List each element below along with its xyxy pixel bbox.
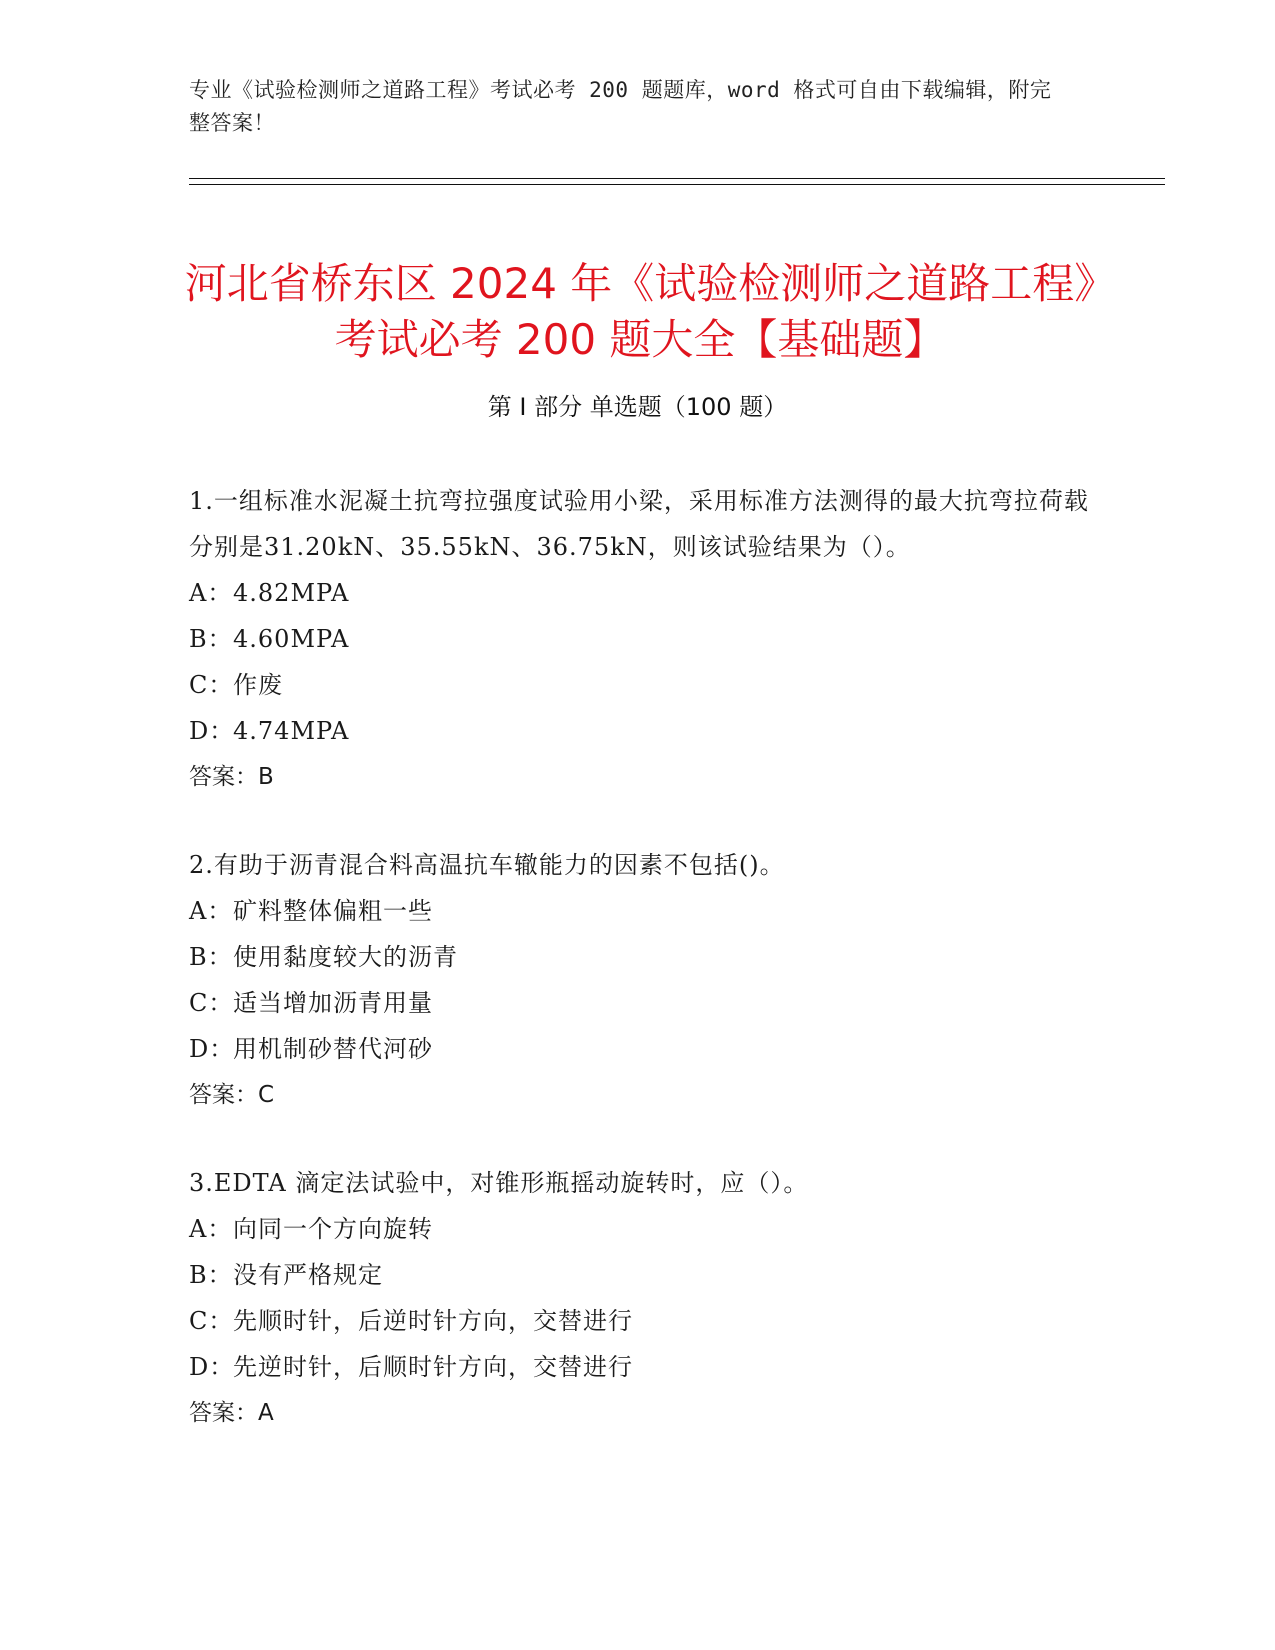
option-c [189,980,1089,1026]
option-c [189,1298,1089,1344]
option-text: 矿料整体偏粗一些 [233,897,433,925]
question-stem: 1.一组标准水泥凝土抗弯拉强度试验用小梁，采用标准方法测得的最大抗弯拉荷载分别是31.20kN、35.55kN、36.75kN，则该试验结果为（）。 [189,487,1089,561]
document-title: 河北省桥东区 2024 年《试验检测师之道路工程》考试必考 200 题大全【基础题】 [184,259,1096,365]
question-stem: 3.EDTA 滴定法试验中，对锥形瓶摇动旋转时，应（）。 [189,1169,809,1197]
section-title: 第 I 部分 单选题（100 题） [487,393,788,421]
answer-label: 答案： [189,1082,258,1108]
option-key: C： [189,989,234,1017]
answer-value: C [258,1082,275,1108]
option-d [189,1344,1089,1390]
option-key: D： [189,1035,235,1063]
option-key: A： [189,579,233,607]
option-a [189,1206,1089,1252]
option-text: 4.60MPA [233,625,350,653]
option-key: C： [189,1307,234,1335]
question-2 [189,842,1089,1118]
option-text: 适当增加沥青用量 [233,989,433,1017]
option-key: C： [189,671,234,699]
option-a [189,570,1089,616]
option-text: 4.74MPA [233,717,350,745]
header-note: 专业《试验检测师之道路工程》考试必考 200 题题库，word 格式可自由下载编辑，附完整答案！ [189,78,1052,135]
answer-value: A [258,1400,274,1426]
option-text: 先逆时针，后顺时针方向，交替进行 [233,1353,633,1381]
option-text: 4.82MPA [233,579,350,607]
option-text: 使用黏度较大的沥青 [233,943,458,971]
option-text: 没有严格规定 [233,1261,383,1289]
option-b [189,934,1089,980]
option-key: A： [189,897,233,925]
option-key: B： [189,943,233,971]
answer-line [189,1390,1089,1436]
option-b [189,1252,1089,1298]
option-d [189,1026,1089,1072]
option-a [189,888,1089,934]
answer-line [189,754,1089,800]
header-rule-bottom [189,184,1165,185]
question-stem: 2.有助于沥青混合料高温抗车辙能力的因素不包括()。 [189,851,785,879]
option-d [189,708,1089,754]
answer-label: 答案： [189,1400,258,1426]
option-text: 用机制砂替代河砂 [233,1035,433,1063]
header-rule-top [189,178,1165,179]
question-3 [189,1160,1089,1436]
option-key: B： [189,1261,233,1289]
option-key: B： [189,625,233,653]
option-b [189,616,1089,662]
option-text: 作废 [233,671,283,699]
option-text: 向同一个方向旋转 [233,1215,433,1243]
question-1 [189,478,1089,800]
option-key: A： [189,1215,233,1243]
option-key: D： [189,717,235,745]
answer-value: B [258,764,274,790]
question-list [189,478,1089,1478]
answer-line [189,1072,1089,1118]
option-text: 先顺时针，后逆时针方向，交替进行 [233,1307,633,1335]
option-key: D： [189,1353,235,1381]
answer-label: 答案： [189,764,258,790]
option-c [189,662,1089,708]
